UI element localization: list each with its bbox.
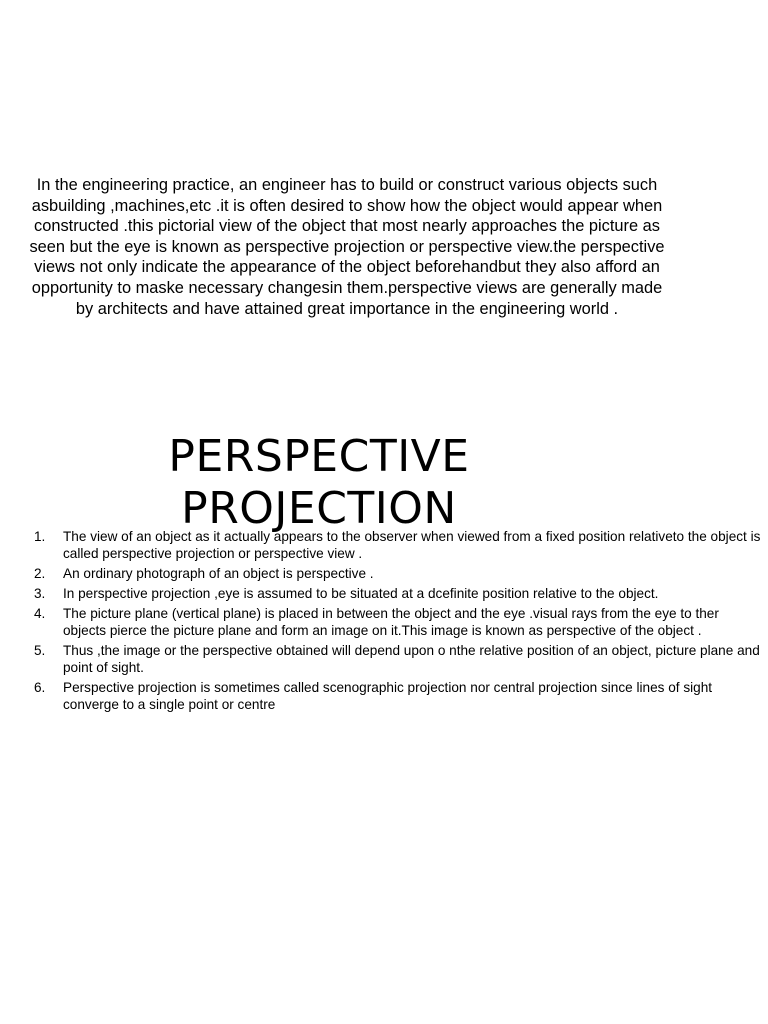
- list-item: [0, 528, 762, 562]
- list-item: [0, 565, 762, 582]
- points-list: [0, 528, 762, 716]
- list-item-number: 5.: [34, 643, 46, 658]
- list-item-text: An ordinary photograph of an object is perspective .: [63, 566, 374, 581]
- list-item-number: 3.: [34, 586, 46, 601]
- slide-title: [98, 431, 540, 535]
- list-item-text: Thus ,the image or the perspective obtained will depend upon o nthe relative position of an object, picture plane and point of sight.: [63, 643, 760, 675]
- list-item-number: 4.: [34, 606, 46, 621]
- list-item-number: 2.: [34, 566, 46, 581]
- list-item-number: 6.: [34, 680, 46, 695]
- list-item: [0, 642, 762, 676]
- list-item: [0, 585, 762, 602]
- list-item: [0, 605, 762, 639]
- list-item-text: Perspective projection is sometimes called scenographic projection nor central projection since lines of sight converge to a single point or centre: [63, 680, 713, 712]
- list-item-text: The view of an object as it actually appears to the observer when viewed from a fixed position relativeto the object is called perspective projection or perspective view .: [63, 529, 761, 561]
- intro-paragraph: In the engineering practice, an engineer has to build or construct various objects such asbuilding ,machines,etc .it is often desired to show how the object would appear when constructed .this pictorial view of the object that most nearly approaches the picture as seen but the eye is known as perspective projection or perspective view.the perspective views not only indicate the appearance of the object beforehandbut they also afford an opportunity to maske necessary changesin them.perspective views are generally made by architects and have attained great importance in the engineering world .: [29, 176, 665, 318]
- list-item-number: 1.: [34, 529, 46, 544]
- title-line-1: PERSPECTIVE: [168, 431, 470, 482]
- list-item: [0, 679, 762, 713]
- list-item-text: In perspective projection ,eye is assumed to be situated at a dcefinite position relative to the object.: [63, 586, 659, 601]
- title-line-2: PROJECTION: [181, 483, 457, 534]
- list-item-text: The picture plane (vertical plane) is placed in between the object and the eye .visual rays from the eye to ther objects pierce the picture plane and form an image on it.This image is known as perspective of the object .: [63, 606, 719, 638]
